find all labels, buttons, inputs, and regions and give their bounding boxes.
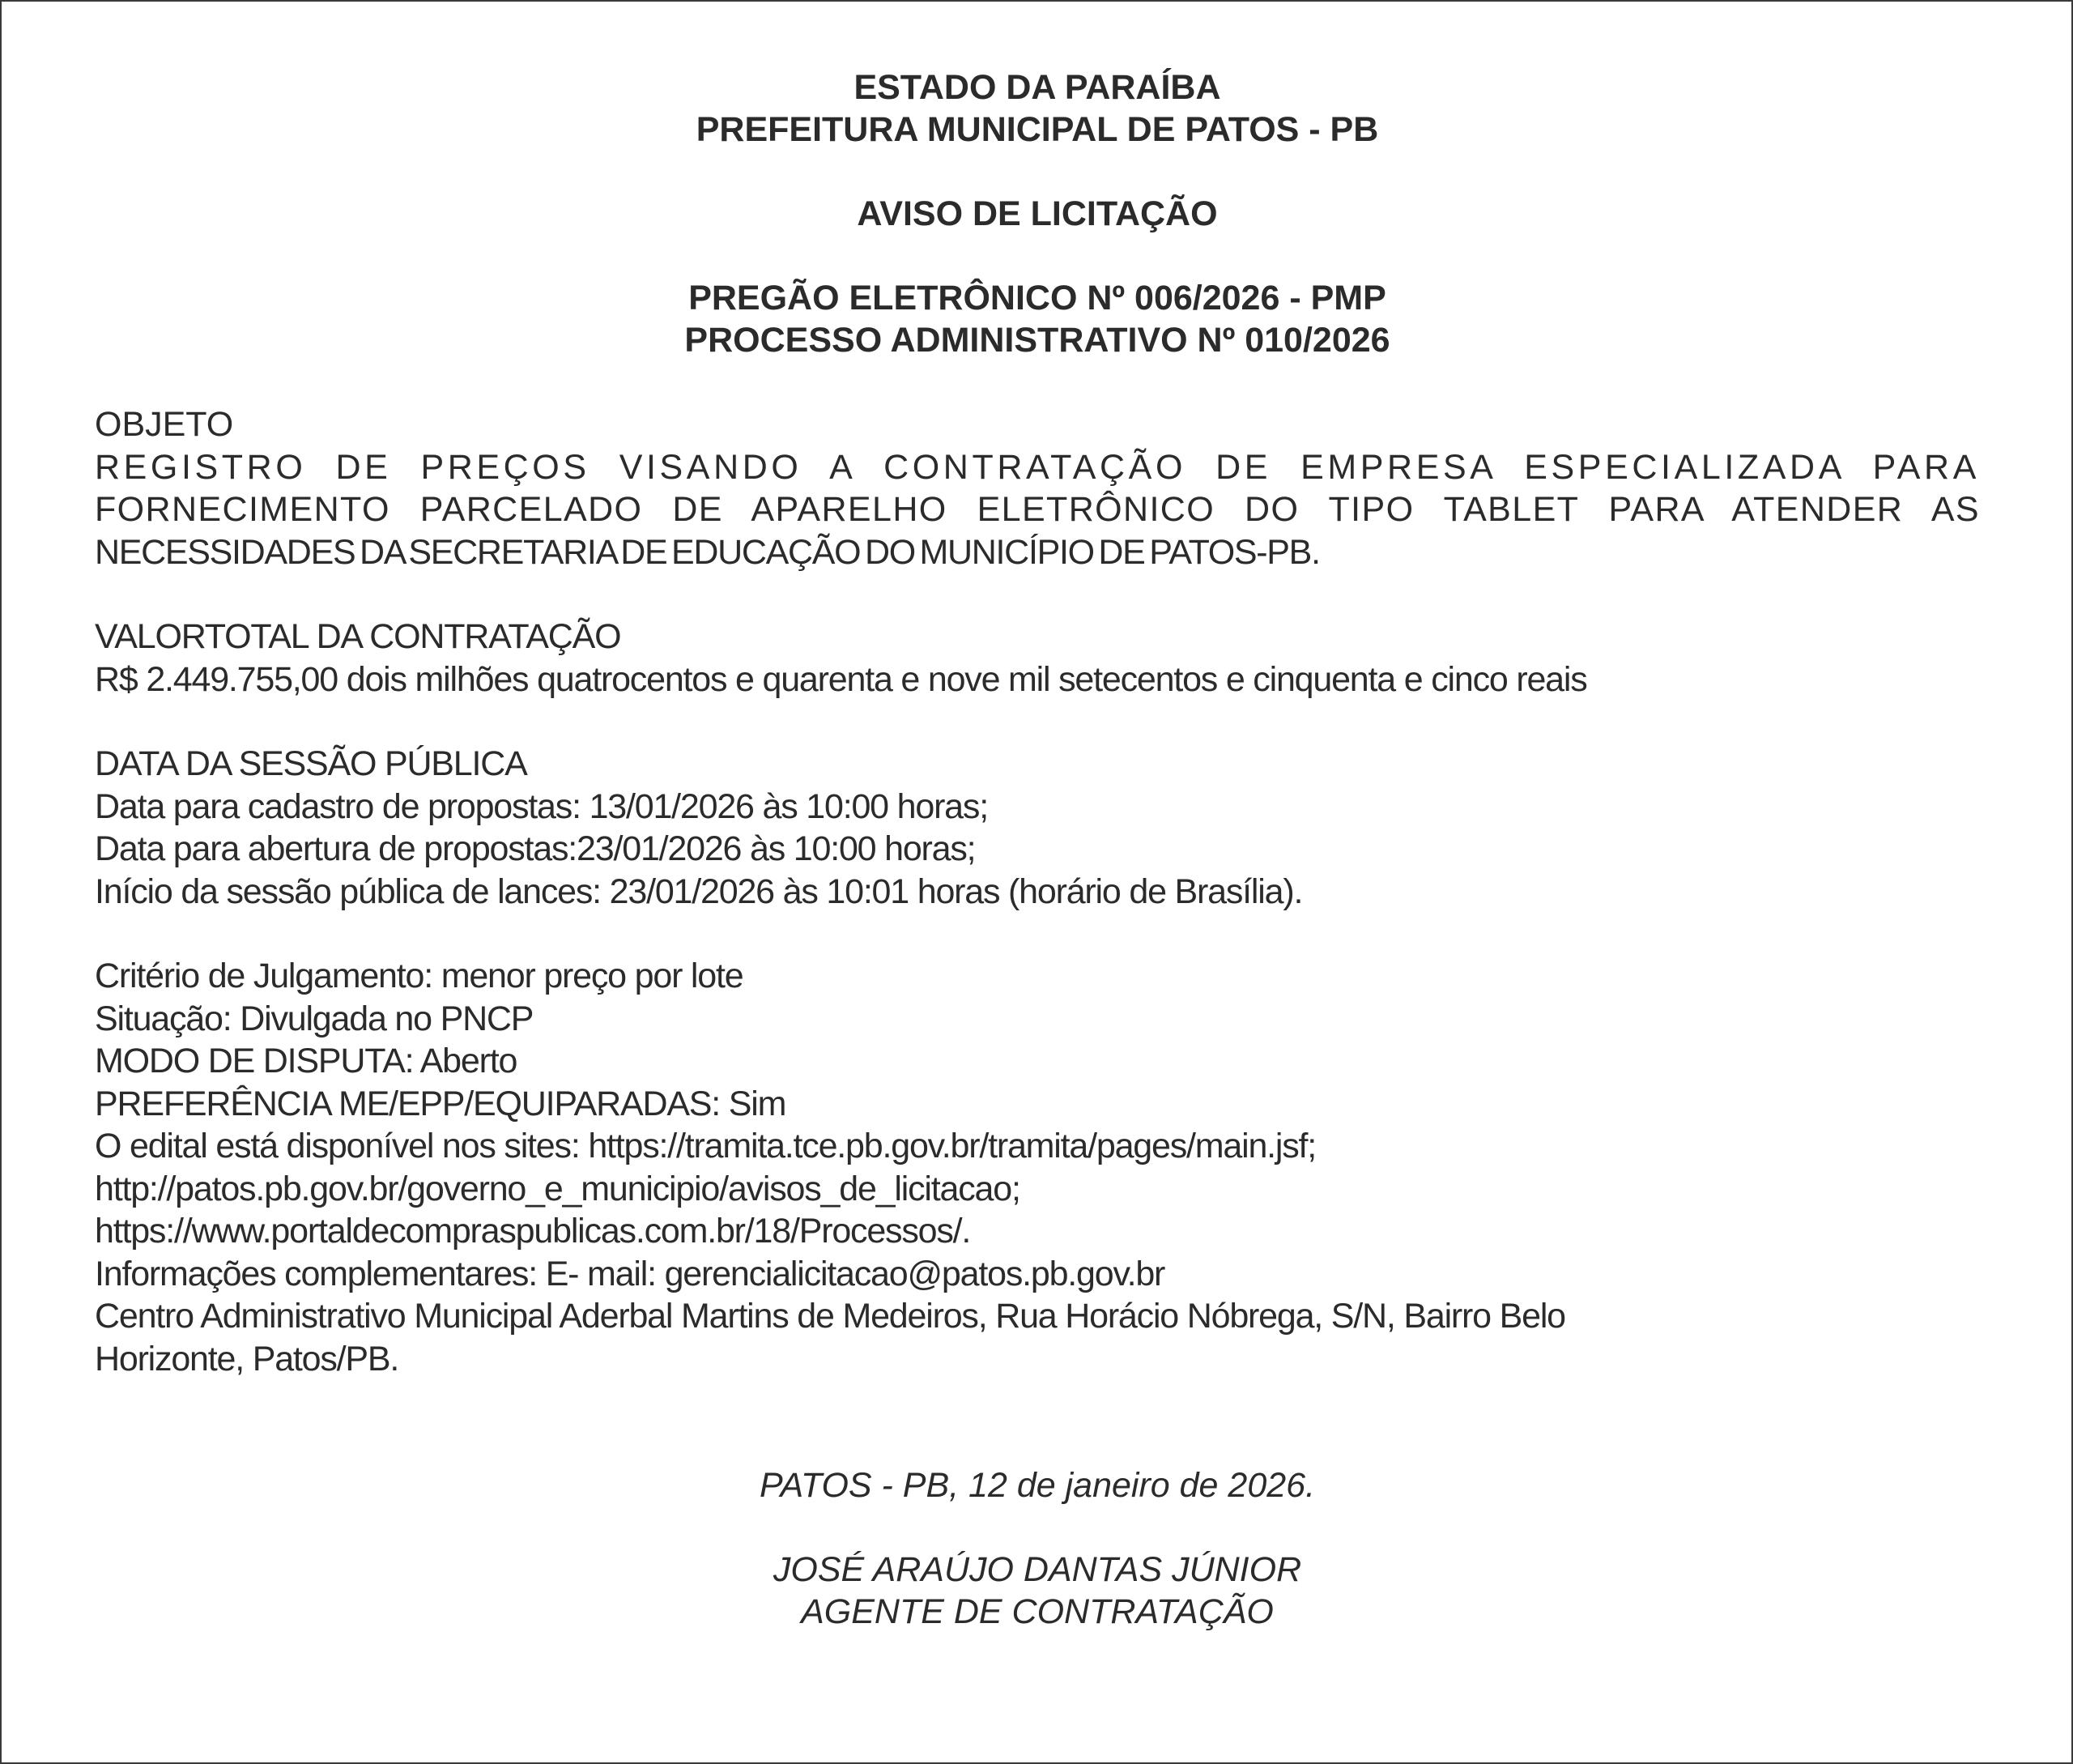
object-line-2: FORNECIMENTO PARCELADO DE APARELHO ELETRÔNICO DO TIPO TABLET PARA ATENDER AS xyxy=(95,490,1980,529)
process-number: PROCESSO ADMINISTRATIVO Nº 010/2026 xyxy=(684,321,1390,360)
session-line-3: Início da sessão pública de lances: 23/01/2026 às 10:01 horas (horário de Brasília). xyxy=(95,871,1303,911)
object-text xyxy=(95,446,1980,574)
object-section xyxy=(95,403,1980,573)
object-label: OBJETO xyxy=(95,405,234,444)
signatory-role: AGENTE DE CONTRATAÇÃO xyxy=(801,1592,1274,1631)
status-line: Situação: Divulgada no PNCP xyxy=(95,999,534,1038)
contact-email-line: Informações complementares: E- mail: gerencialicitacao@patos.pb.gov.br xyxy=(95,1254,1165,1293)
preference-line: PREFERÊNCIA ME/EPP/EQUIPARADAS: Sim xyxy=(95,1084,786,1123)
address-line-2: Horizonte, Patos/PB. xyxy=(95,1339,399,1378)
value-label: VALORTOTAL DA CONTRATAÇÃO xyxy=(95,617,621,656)
address-line-1: Centro Administrativo Municipal Aderbal Martins de Medeiros, Rua Horácio Nóbrega, S/N, Bairro Belo xyxy=(95,1297,1565,1336)
signatory-name: JOSÉ ARAÚJO DANTAS JÚNIOR xyxy=(773,1550,1302,1589)
place-date: PATOS - PB, 12 de janeiro de 2026. xyxy=(759,1466,1316,1505)
portal-compras-link: https://www.portaldecompraspublicas.com.br/18/Processos/. xyxy=(95,1212,971,1251)
municipality-heading: PREFEITURA MUNICIPAL DE PATOS - PB xyxy=(696,110,1379,149)
value-text: R$ 2.449.755,00 dois milhões quatrocentos e quarenta e nove mil setecentos e cinquenta e cinco reais xyxy=(95,659,1587,699)
object-line-1: REGISTRO DE PREÇOS VISANDO A CONTRATAÇÃO DE EMPRESA ESPECIALIZADA PARA xyxy=(95,447,1980,487)
signature-block xyxy=(95,1464,1980,1633)
value-section xyxy=(95,616,1980,701)
notice-title: AVISO DE LICITAÇÃO xyxy=(857,194,1218,233)
dispute-mode-line: MODO DE DISPUTA: Aberto xyxy=(95,1042,517,1080)
edital-sites-line: O edital está disponível nos sites: https://tramita.tce.pb.gov.br/tramita/pages/main.jsf; xyxy=(95,1127,1317,1165)
criteria-line: Critério de Julgamento: menor preço por lote xyxy=(95,957,743,995)
session-line-1: Data para cadastro de propostas: 13/01/2026 às 10:00 horas; xyxy=(95,786,988,826)
session-line-2: Data para abertura de propostas:23/01/2026 às 10:00 horas; xyxy=(95,829,976,868)
patos-site-link: http://patos.pb.gov.br/governo_e_municipio/avisos_de_licitacao; xyxy=(95,1169,1020,1208)
object-line-3: NECESSIDADES DA SECRETARIA DE EDUCAÇÃO DO MUNICÍPIO DE PATOS-PB. xyxy=(95,532,1320,572)
state-heading: ESTADO DA PARAÍBA xyxy=(853,68,1221,107)
notice-header xyxy=(95,66,1980,361)
session-label: DATA DA SESSÃO PÚBLICA xyxy=(95,744,527,783)
tender-number: PREGÃO ELETRÔNICO Nº 006/2026 - PMP xyxy=(688,279,1386,317)
notice-content xyxy=(95,66,1980,1633)
session-section xyxy=(95,743,1980,913)
details-section xyxy=(95,955,1980,1380)
